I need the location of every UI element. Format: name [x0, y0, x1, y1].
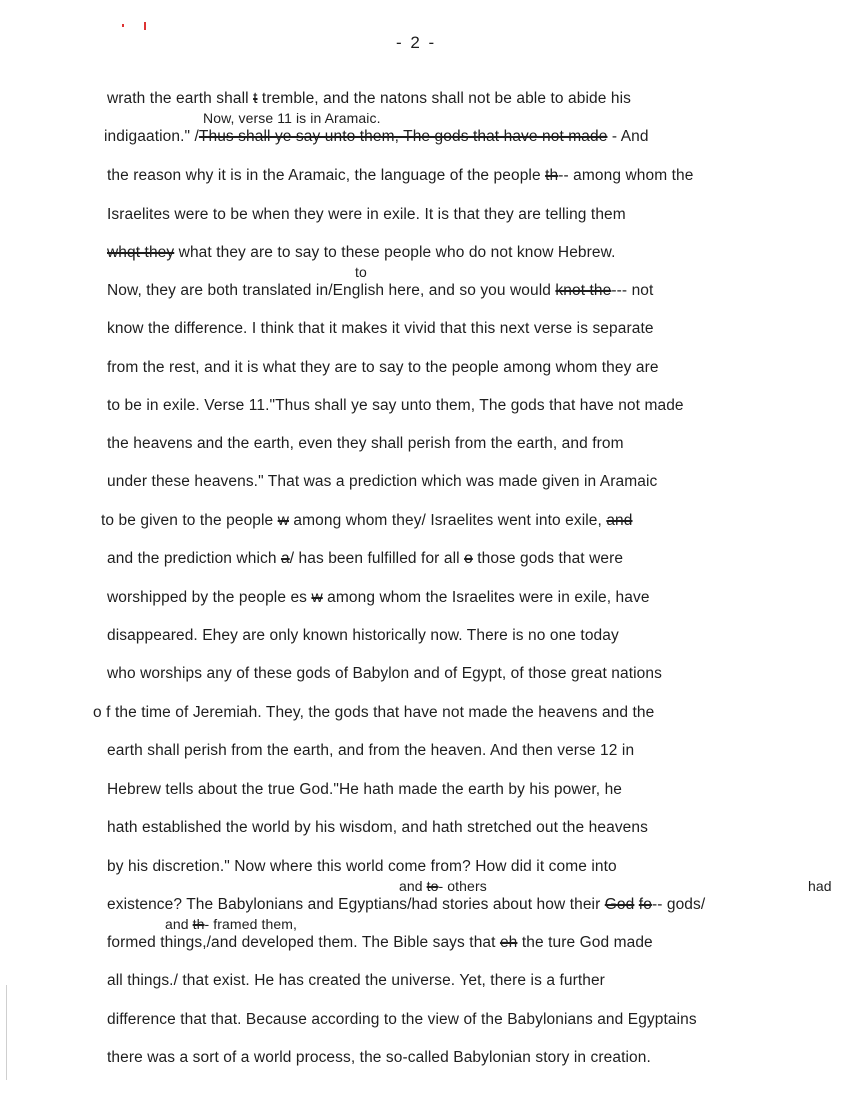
- text-segment: from the rest, and it is what they are to say to the people among whom they are: [107, 359, 659, 376]
- scan-edge: [6, 985, 7, 1080]
- text-line: [107, 972, 605, 990]
- text-segment: Now, they are both translated in/English here, and so you would: [107, 282, 556, 299]
- text-line: [107, 206, 626, 224]
- text-segment: - And: [607, 128, 649, 145]
- text-line: [107, 627, 619, 645]
- struck-text: God: [604, 896, 635, 913]
- text-segment: the ture God made: [517, 934, 653, 951]
- struck-text: w: [277, 512, 289, 529]
- page-number: - 2 -: [396, 33, 437, 52]
- text-line: [107, 167, 693, 185]
- struck-text: fo: [638, 896, 652, 913]
- text-segment: wrath the earth shall: [107, 90, 254, 107]
- text-line: [107, 934, 653, 952]
- text-segment: the reason why it is in the Aramaic, the language of the people: [107, 167, 546, 184]
- interlinear-insertion: [203, 109, 381, 127]
- text-segment: tremble, and the natons shall not be able to abide his: [257, 90, 631, 107]
- text-line: [107, 589, 650, 607]
- text-segment: disappeared. Ehey are only known historically now. There is no one today: [107, 627, 619, 644]
- struck-text: w: [311, 589, 323, 606]
- text-segment: to be given to the people: [101, 512, 278, 529]
- text-segment: indigaation." /: [104, 128, 199, 145]
- struck-text: th: [192, 916, 205, 932]
- text-segment: the heavens and the earth, even they shall perish from the earth, and from: [107, 435, 624, 452]
- text-line: [107, 244, 615, 262]
- text-segment: - framed them,: [204, 916, 297, 932]
- text-segment: under these heavens." That was a prediction which was made given in Aramaic: [107, 473, 658, 490]
- text-segment: those gods that were: [472, 550, 624, 567]
- struck-text: a: [280, 550, 290, 567]
- red-mark: [144, 22, 146, 30]
- text-segment: there was a sort of a world process, the so-called Babylonian story in creation.: [107, 1049, 651, 1066]
- text-line: [107, 665, 662, 683]
- text-segment: Israelites were to be when they were in exile. It is that they are telling them: [107, 206, 626, 223]
- text-line: [107, 550, 623, 568]
- text-segment: Hebrew tells about the true God."He hath made the earth by his power, he: [107, 781, 623, 798]
- text-segment: hath established the world by his wisdom, and hath stretched out the heavens: [107, 819, 648, 836]
- text-segment: - others: [438, 878, 487, 894]
- struck-text: eh: [499, 934, 518, 951]
- struck-text: to: [426, 878, 439, 894]
- text-segment: who worships any of these gods of Babylon and of Egypt, of those great nations: [107, 665, 662, 682]
- text-line: [107, 320, 654, 338]
- text-segment: existence? The Babylonians and Egyptians/had stories about how their: [107, 896, 605, 913]
- text-segment: -- among whom the: [558, 167, 694, 184]
- text-segment: by his discretion." Now where this world come from? How did it come into: [107, 858, 617, 875]
- text-segment: and: [165, 916, 193, 932]
- text-segment: what they are to say to these people who do not know Hebrew.: [174, 244, 616, 261]
- text-line: [107, 435, 624, 453]
- text-segment: know the difference. I think that it makes it vivid that this next verse is separate: [107, 320, 654, 337]
- struck-text: o: [464, 550, 473, 567]
- text-segment: to be in exile. Verse 11."Thus shall ye say unto them, The gods that have not made: [107, 397, 684, 414]
- struck-text: Thus shall ye say unto them, The gods that have not made: [198, 128, 608, 145]
- text-line: [107, 819, 648, 837]
- text-segment: had: [808, 878, 832, 894]
- text-segment: and: [399, 878, 427, 894]
- text-segment: --- not: [611, 282, 654, 299]
- text-segment: o f the time of Jeremiah. They, the gods that have not made the heavens and the: [93, 704, 655, 721]
- struck-text: th: [545, 167, 559, 184]
- text-segment: formed things,/and developed them. The Bible says that: [107, 934, 500, 951]
- text-line: [93, 704, 654, 722]
- text-line: [107, 1049, 651, 1067]
- text-line: [107, 397, 684, 415]
- text-segment: among whom the Israelites were in exile, have: [322, 589, 650, 606]
- red-mark: [122, 24, 124, 27]
- interlinear-insertion: [355, 263, 367, 281]
- struck-text: and: [606, 512, 633, 529]
- text-line: [107, 781, 622, 799]
- text-segment: -- gods/: [651, 896, 706, 913]
- text-line: [107, 1011, 697, 1029]
- text-line: [107, 896, 705, 914]
- text-line: [107, 858, 617, 876]
- text-segment: Now, verse 11 is in Aramaic.: [203, 110, 381, 126]
- text-segment: worshipped by the people es: [107, 589, 312, 606]
- text-line: [107, 90, 631, 108]
- text-segment: all things./ that exist. He has created the universe. Yet, there is a further: [107, 972, 605, 989]
- text-line: [104, 128, 649, 146]
- interlinear-insertion: [808, 877, 832, 895]
- text-segment: / has been fulfilled for all: [289, 550, 465, 567]
- text-segment: difference that that. Because according to the view of the Babylonians and Egyptains: [107, 1011, 697, 1028]
- text-segment: to: [355, 264, 367, 280]
- struck-text: whqt they: [107, 244, 175, 261]
- text-segment: and the prediction which: [107, 550, 281, 567]
- text-line: [101, 512, 633, 530]
- struck-text: t: [253, 90, 258, 107]
- text-line: [107, 742, 634, 760]
- struck-text: knot the: [555, 282, 612, 299]
- interlinear-insertion: [399, 877, 487, 895]
- text-line: [107, 359, 659, 377]
- interlinear-insertion: [165, 915, 297, 933]
- text-segment: earth shall perish from the earth, and from the heaven. And then verse 12 in: [107, 742, 635, 759]
- text-line: [107, 282, 653, 300]
- text-line: [107, 473, 657, 491]
- text-segment: among whom they/ Israelites went into exile,: [288, 512, 607, 529]
